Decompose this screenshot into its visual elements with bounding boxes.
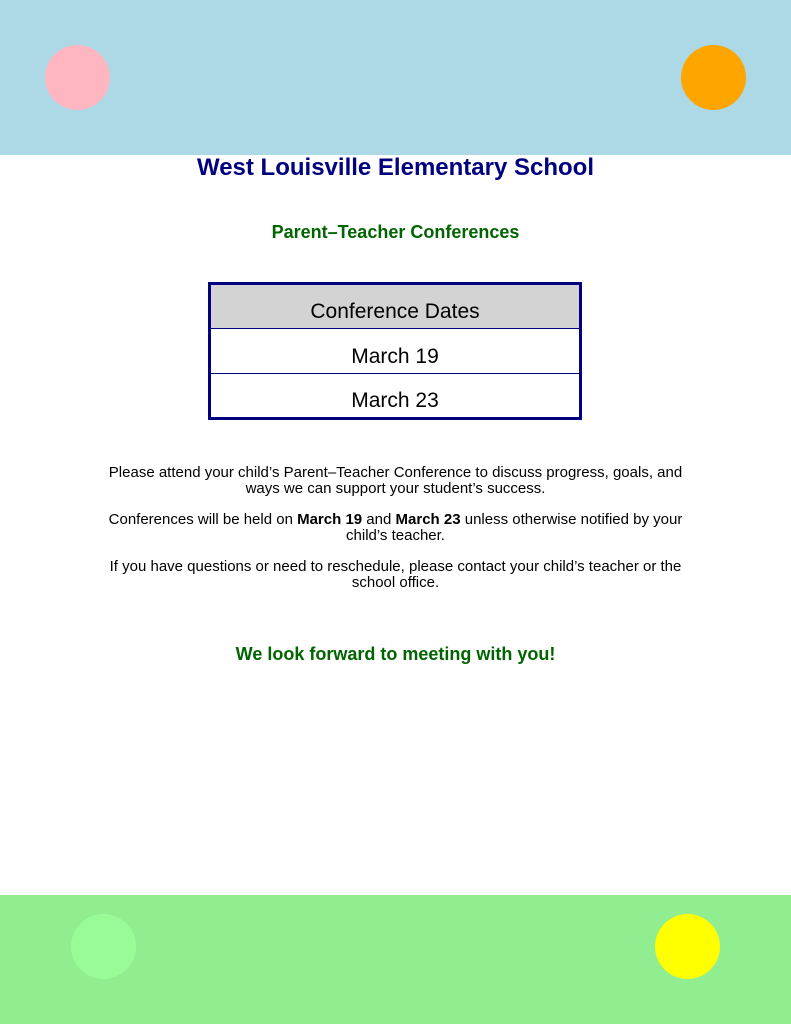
schedule-text-part: and	[362, 511, 396, 528]
yellow-circle-decoration	[655, 914, 720, 979]
pink-circle-decoration	[45, 45, 110, 110]
table-row	[210, 374, 581, 419]
date-cell: March 19	[210, 329, 581, 374]
page-title: West Louisville Elementary School	[196, 154, 594, 181]
top-decorative-band	[0, 0, 791, 155]
date-cell: March 23	[210, 374, 581, 419]
body-text	[95, 465, 696, 606]
table-row	[210, 329, 581, 374]
table-header-cell: Conference Dates	[210, 284, 581, 329]
second-date-highlight: March 23	[395, 511, 461, 528]
conference-dates-table	[208, 282, 582, 420]
schedule-paragraph	[95, 512, 696, 544]
light-green-circle-decoration	[71, 914, 136, 979]
intro-paragraph: Please attend your child’s Parent–Teacher Conference to discuss progress, goals, and ways we can support your student’s success.	[108, 464, 683, 497]
table-header-row	[210, 284, 581, 329]
first-date-highlight: March 19	[297, 511, 363, 528]
orange-circle-decoration	[681, 45, 746, 110]
closing-message: We look forward to meeting with you!	[235, 644, 556, 664]
page-subtitle: Parent–Teacher Conferences	[271, 222, 520, 242]
contact-paragraph: If you have questions or need to reschedule, please contact your child’s teacher or the school office.	[109, 558, 682, 591]
schedule-text-part: Conferences will be held on	[108, 511, 298, 528]
schedule-text-part: unless otherwise notified by your child’s teacher.	[346, 511, 683, 544]
